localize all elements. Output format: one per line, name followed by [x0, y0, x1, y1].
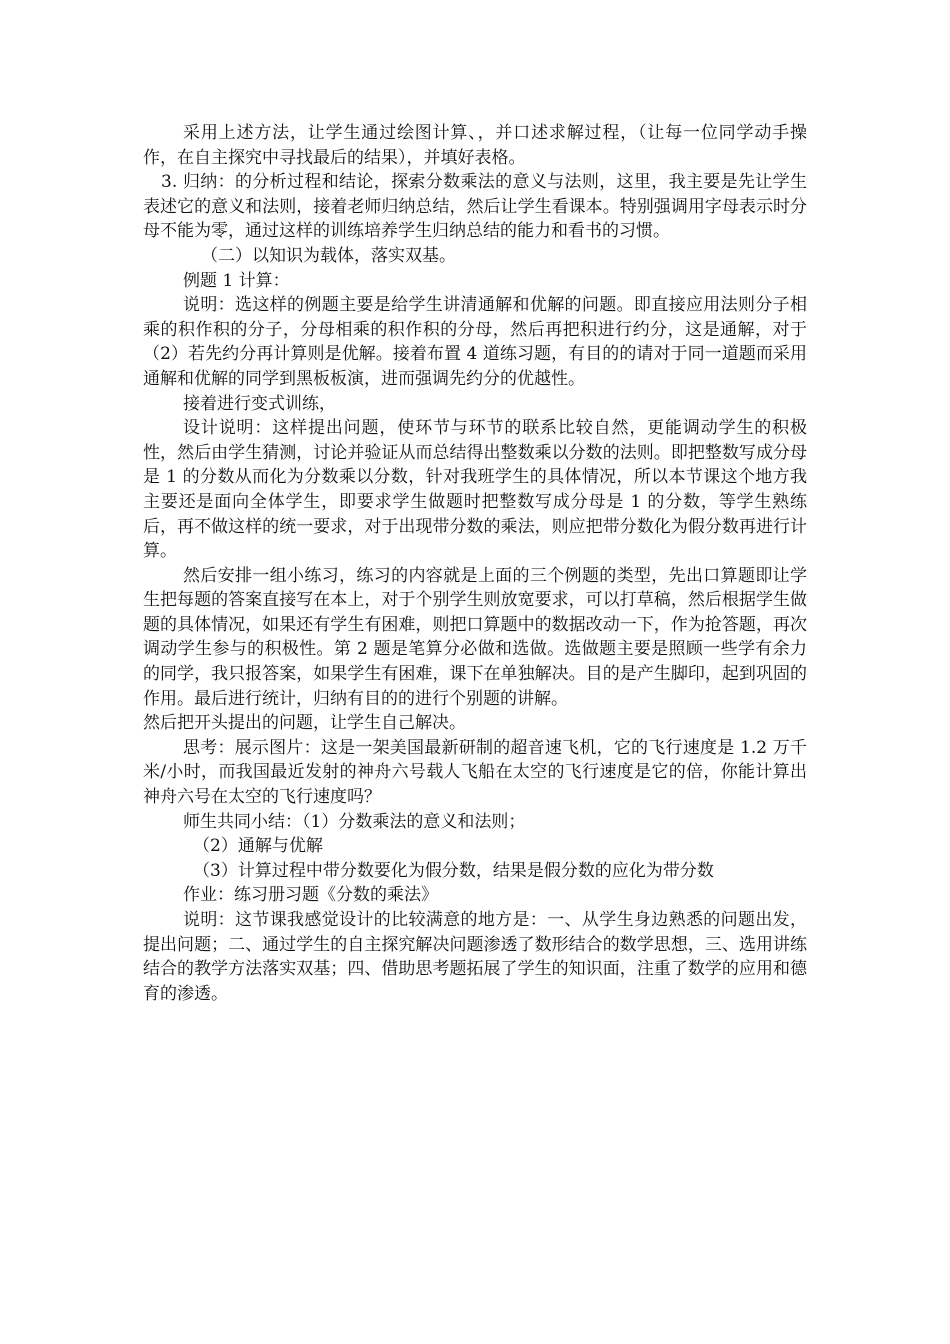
paragraph-example-1: 例题 1 计算： [183, 270, 290, 291]
paragraph-opening-question: 然后把开头提出的问题，让学生自己解决。 [143, 713, 466, 734]
paragraph-induction: 3. 归纳：的分析过程和结论，探索分数乘法的意义与法则，这里，我主要是先让学生表述它的意义和法则，接着老师归纳总结，然后让学生看课本。特别强调用字母表示时分母不能为零，通过这样的训练培养学生归纳总结的能力和看书的习惯。 [143, 172, 807, 242]
document-body [143, 121, 807, 1006]
paragraph-example-explanation: 说明：选这样的例题主要是给学生讲清通解和优解的问题。即直接应用法则分子相乘的积作积的分子，分母相乘的积作积的分母，然后再把积进行约分，这是通解，对于（2）若先约分再计算则是优解。接着布置 4 道练习题，有目的的请对于同一道题而采用通解和优解的同学到黑板板演，进而强调先约分的优越性。 [143, 295, 807, 389]
summary-item-2: （2）通解与优解 [193, 836, 323, 857]
paragraph-summary: 师生共同小结：（1）分数乘法的意义和法则； [183, 811, 526, 832]
section-heading-knowledge: （二）以知识为载体，落实双基。 [201, 245, 456, 266]
paragraph-method: 采用上述方法，让学生通过绘图计算、，并口述求解过程，（让每一位同学动手操作，在自主探究中寻找最后的结果），并填好表格。 [143, 123, 807, 168]
summary-item-3: （3）计算过程中带分数要化为假分数，结果是假分数的应化为带分数 [193, 860, 714, 881]
paragraph-reflection: 说明：这节课我感觉设计的比较满意的地方是：一、从学生身边熟悉的问题出发，提出问题；二、通过学生的自主探究解决问题渗透了数形结合的数学思想，三、选用讲练结合的教学方法落实双基；四、借助思考题拓展了学生的知识面，注重了数学的应用和德育的渗透。 [143, 910, 807, 1004]
paragraph-design-explanation: 设计说明：这样提出问题，使环节与环节的联系比较自然，更能调动学生的积极性，然后由学生猜测，讨论并验证从而总结得出整数乘以分数的法则。即把整数写成分母是 1 的分数从而化为分数乘以分数，针对我班学生的具体情况，所以本节课这个地方我主要还是面向全体学生，即要求学生做题时把整数写成分母是 1 的分数，等学生熟练后，再不做这样的统一要求，对于出现带分数的乘法，则应把带分数化为假分数再进行计算。 [143, 418, 807, 562]
paragraph-practice: 然后安排一组小练习，练习的内容就是上面的三个例题的类型，先出口算题即让学生把每题的答案直接写在本上，对于个别学生则放宽要求，可以打草稿，然后根据学生做题的具体情况，如果还有学生有困难，则把口算题中的数据改动一下，作为抢答题，再次调动学生参与的积极性。第 2 题是笔算分必做和选做。选做题主要是照顾一些学有余力的同学，我只报答案，如果学生有困难，课下在单独解决。目的是产生脚印，起到巩固的作用。最后进行统计，归纳有目的的进行个别题的讲解。 [143, 565, 807, 709]
paragraph-homework: 作业：练习册习题《分数的乘法》 [183, 885, 438, 906]
paragraph-variant-training: 接着进行变式训练， [183, 393, 336, 414]
paragraph-thinking: 思考：展示图片：这是一架美国最新研制的超音速飞机，它的飞行速度是 1.2 万千米/小时，而我国最近发射的神舟六号载人飞船在太空的飞行速度是它的倍，你能计算出神舟六号在太空的飞行速度吗？ [143, 737, 807, 808]
